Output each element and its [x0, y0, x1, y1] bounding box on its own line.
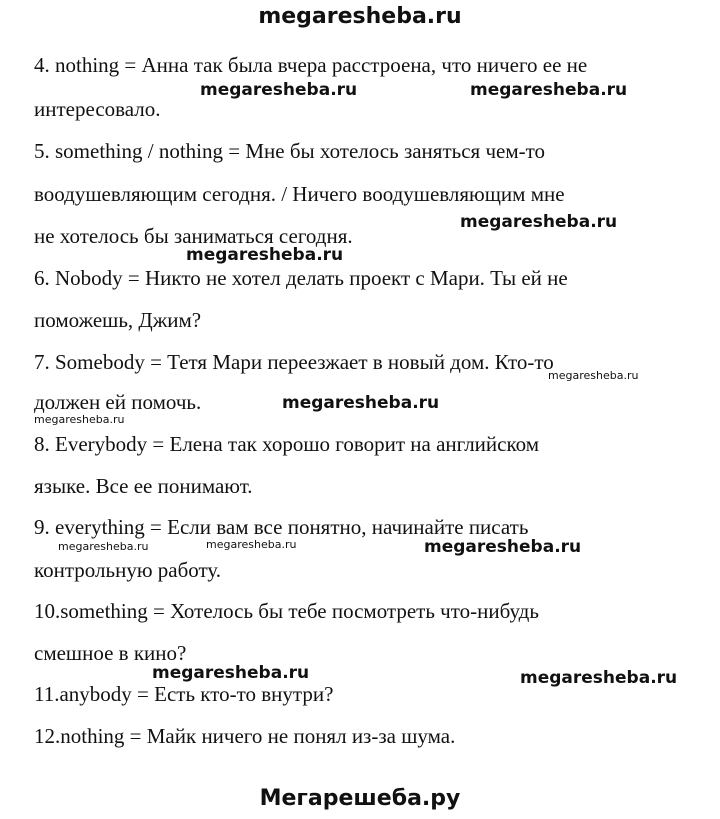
item-5-line-1: 5. something / nothing = Мне бы хотелось заняться чем-то: [34, 139, 546, 163]
watermark: megaresheba.ru: [200, 80, 358, 100]
watermark: megaresheba.ru: [282, 393, 440, 413]
item-4-line-2: интересовало.: [34, 97, 161, 121]
item-5-line-2: воодушевляющим сегодня. / Ничего воодушевляющим мне: [34, 182, 565, 206]
watermark: megaresheba.ru: [58, 540, 149, 553]
item-11-line-1: 11.anybody = Есть кто-то внутри?: [34, 682, 334, 706]
item-12-line-1: 12.nothing = Майк ничего не понял из-за шума.: [34, 724, 456, 748]
item-8-line-1: 8. Everybody = Елена так хорошо говорит на английском: [34, 432, 539, 456]
watermark: megaresheba.ru: [186, 245, 344, 265]
item-10-line-2: смешное в кино?: [34, 641, 187, 665]
watermark: megaresheba.ru: [548, 369, 639, 382]
site-header: megaresheba.ru: [258, 4, 462, 29]
watermark: megaresheba.ru: [470, 80, 628, 100]
watermark: megaresheba.ru: [520, 668, 678, 688]
item-4-line-1: [34, 52, 690, 78]
watermark: megaresheba.ru: [424, 537, 582, 557]
watermark: megaresheba.ru: [460, 212, 618, 232]
site-footer: Мегарешеба.ру: [259, 786, 461, 811]
watermark: megaresheba.ru: [206, 538, 297, 551]
item-10-line-1: 10.something = Хотелось бы тебе посмотреть что-нибудь: [34, 599, 539, 623]
item-9-line-1: 9. everything = Если вам все понятно, начинайте писать: [34, 515, 529, 539]
watermark: megaresheba.ru: [152, 663, 310, 683]
item-5-line-3: не хотелось бы заниматься сегодня.: [34, 224, 353, 248]
item-6-line-2: поможешь, Джим?: [34, 308, 202, 332]
item-7-line-2: должен ей помочь.: [34, 390, 202, 414]
item-text: 4. nothing = Анна так была вчера расстроена, что ничего ее не: [34, 53, 588, 77]
watermark: megaresheba.ru: [34, 413, 125, 426]
item-7-line-1: 7. Somebody = Тетя Мари переезжает в новый дом. Кто-то: [34, 350, 554, 374]
item-9-line-2: контрольную работу.: [34, 558, 222, 582]
item-8-line-2: языке. Все ее понимают.: [34, 474, 253, 498]
item-6-line-1: 6. Nobody = Никто не хотел делать проект с Мари. Ты ей не: [34, 266, 568, 290]
